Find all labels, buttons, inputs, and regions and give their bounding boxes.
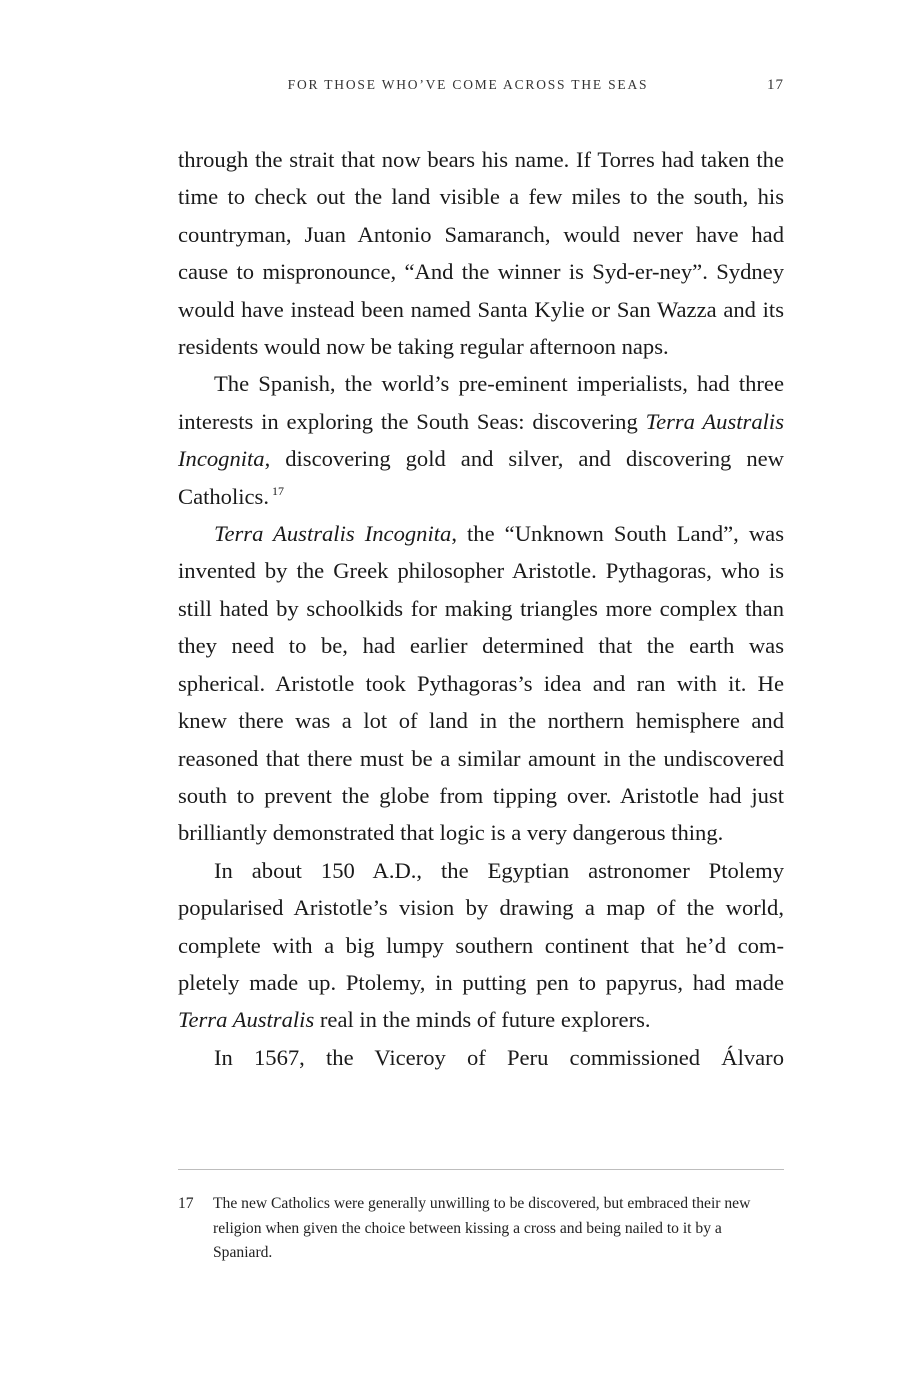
book-page [178,0,784,1377]
paragraph-4-text-a: In about 150 A.D., the Egyptian astronomer Ptolemy popularised Aristotle’s vision by drawing a map of the world, complete with a big lumpy southern continent that he’d completely made up. Ptolemy, in putting pen to papyrus, had made [178,857,784,995]
footnote-number: 17 [178,1195,194,1212]
paragraph-3-italic: Terra Australis Incognita [214,521,452,547]
paragraph-2-text-a: The Spanish, the world’s pre-eminent imperialists, had three interests in exploring the South Seas: discovering [178,371,784,434]
footnote-reference[interactable]: 17 [272,483,284,498]
paragraph-4-text-b: real in the minds of future explorers. [314,1007,651,1033]
footnote-text: The new Catholics were generally unwilling to be discovered, but embraced their new religion when given the choice between kissing a cross and being nailed to it by a Spaniard. [213,1195,751,1262]
footnote-divider [178,1169,784,1170]
paragraph-4 [178,852,784,1039]
paragraph-2-text-b: , discovering gold and silver, and discovering new Catholics. [178,446,784,509]
footnote [178,1192,784,1266]
paragraph-2 [178,365,784,515]
paragraph-3-text: , the “Unknown South Land”, was invented by the Greek philosopher Aristotle. Pythagoras, who is still hated by schoolkids for making triangles more complex than they need to be, had earlier determined that the earth was spherical. Aristotle took Pythagoras’s idea and ran with it. He knew there was a lot of land in the northern hemisphere and reasoned that there must be a similar amount in the undiscovered south to prevent the globe from tipping over. Aristotle had just brilliantly demonstrated that logic is a very dangerous thing. [178,521,784,846]
paragraph-4-italic: Terra Australis [178,1007,315,1033]
running-title: FOR THOSE WHO’VE COME ACROSS THE SEAS [287,77,649,92]
page-number: 17 [767,77,784,93]
running-head [178,74,784,96]
paragraph-1: through the strait that now bears his name. If Torres had taken the time to check out the land visible a few miles to the south, his countryman, Juan Antonio Samaranch, would never have had cause to mispronounce, “And the winner is Syd-er-ney”. Sydney would have instead been named Santa Kylie or San Wazza and its residents would now be taking regular afternoon naps. [178,147,784,360]
paragraph-5: In 1567, the Viceroy of Peru commissioned Álvaro [214,1044,784,1070]
paragraph-2-italic: Terra Australis Incognita [178,408,784,472]
paragraph-3 [178,515,784,852]
body-text [178,141,784,1076]
